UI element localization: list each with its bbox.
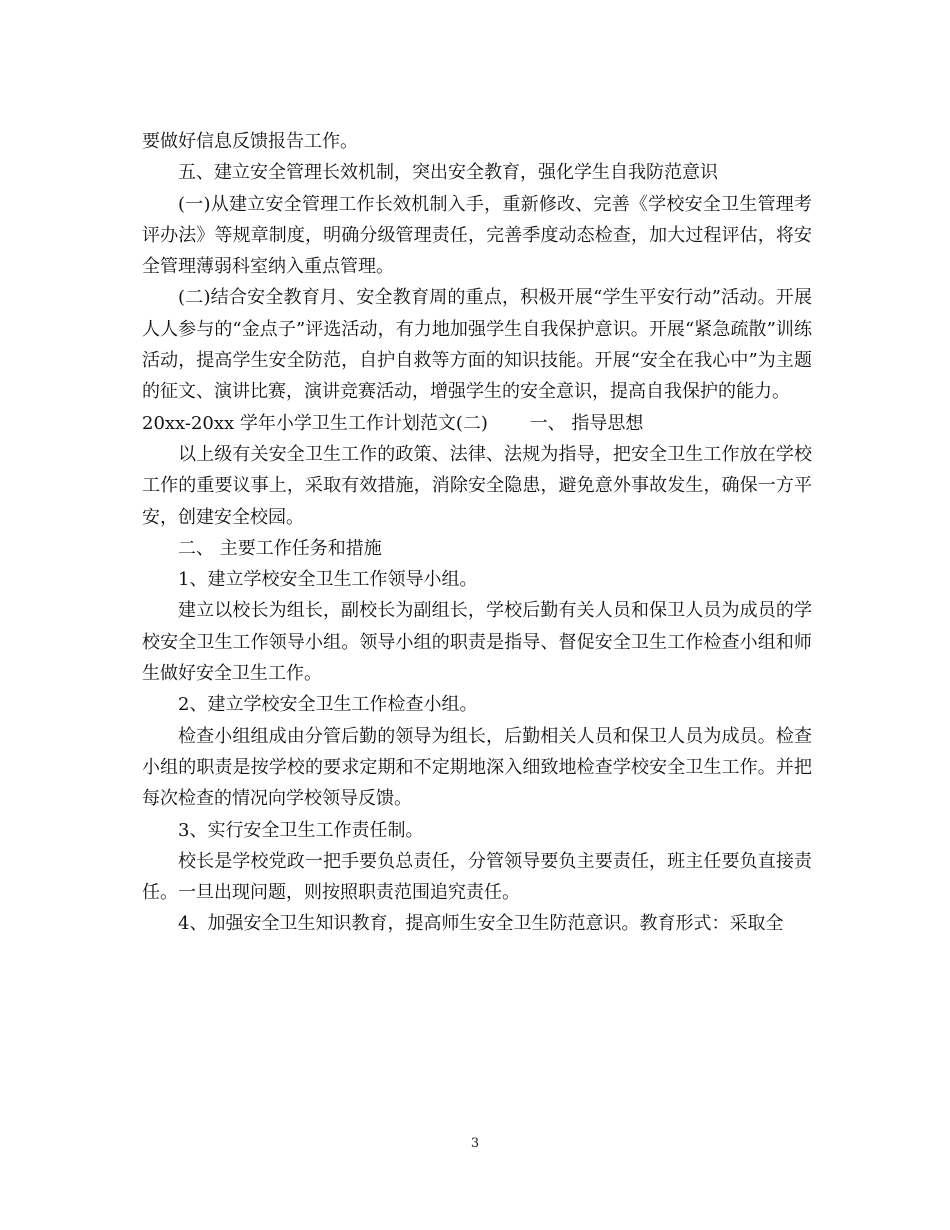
- page-number: 3: [470, 1136, 480, 1151]
- paragraph: 20xx-20xx 学年小学卫生工作计划范文(二) 一、 指导思想: [142, 412, 644, 434]
- paragraph: (二)结合安全教育月、安全教育周的重点，积极开展“学生平安行动”活动。开展人人参与的“金点子”评选活动，有力地加强学生自我保护意识。开展“紧急疏散”训练活动，提高学生安全防范，自护自救等方面的知识技能。开展“安全在我心中”为主题的征文、演讲比赛，演讲竞赛活动，增强学生的安全意识，提高自我保护的能力。: [142, 287, 812, 403]
- paragraph: 3、实行安全卫生工作责任制。: [178, 819, 424, 841]
- paragraph: 二、 主要工作任务和措施: [178, 537, 382, 559]
- paragraph: 要做好信息反馈报告工作。: [142, 131, 358, 152]
- paragraph: 建立以校长为组长，副校长为副组长，学校后勤有关人员和保卫人员为成员的学校安全卫生工作领导小组。领导小组的职责是指导、督促安全卫生工作检查小组和师生做好安全卫生工作。: [142, 600, 812, 685]
- paragraph: 检查小组组成由分管后勤的领导为组长，后勤相关人员和保卫人员为成员。检查小组的职责是按学校的要求定期和不定期地深入细致地检查学校安全卫生工作。并把每次检查的情况向学校领导反馈。: [142, 725, 812, 810]
- paragraph: 2、建立学校安全卫生工作检查小组。: [178, 694, 478, 716]
- document-body: [142, 126, 812, 940]
- paragraph: 校长是学校党政一把手要负总责任，分管领导要负主要责任，班主任要负直接责任。一旦出现问题，则按照职责范围追究责任。: [142, 850, 812, 904]
- paragraph: 五、建立安全管理长效机制，突出安全教育，强化学生自我防范意识: [178, 162, 718, 184]
- paragraph: (一)从建立安全管理工作长效机制入手，重新修改、完善《学校安全卫生管理考评办法》等规章制度，明确分级管理责任，完善季度动态检查，加大过程评估，将安全管理薄弱科室纳入重点管理。: [142, 193, 812, 278]
- paragraph: 以上级有关安全卫生工作的政策、法律、法规为指导，把安全卫生工作放在学校工作的重要议事上，采取有效措施，消除安全隐患，避免意外事故发生，确保一方平安，创建安全校园。: [142, 443, 812, 528]
- paragraph: 4、加强安全卫生知识教育，提高师生安全卫生防范意识。教育形式：采取全: [178, 913, 784, 935]
- paragraph: 1、建立学校安全卫生工作领导小组。: [178, 569, 478, 591]
